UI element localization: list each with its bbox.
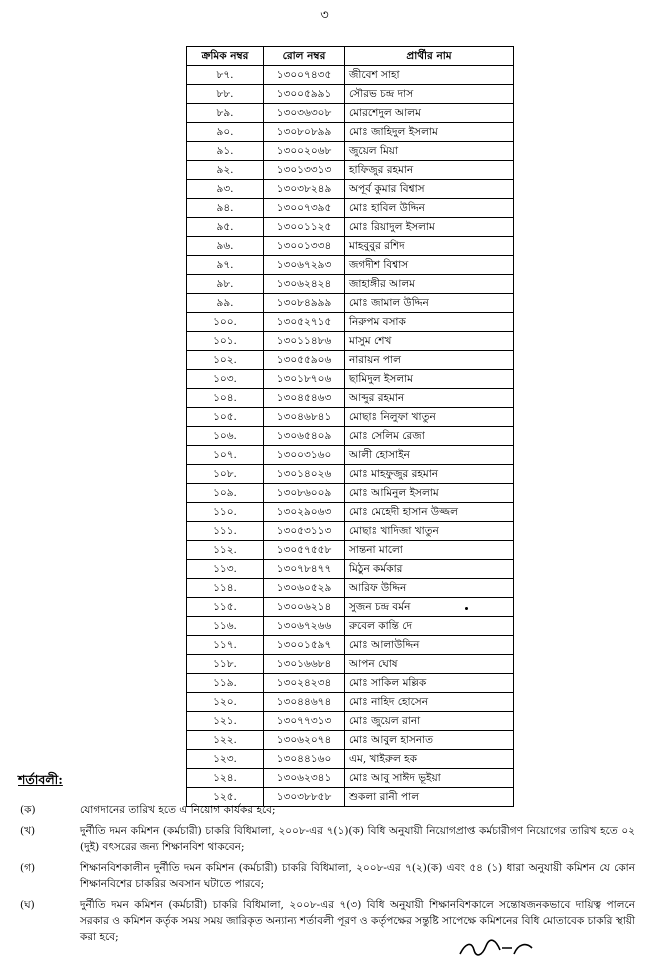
candidate-name-cell: মোছাঃ নিলুফা খাতুন: [345, 408, 514, 427]
candidate-name-cell: রুবেল কান্তি দে: [345, 617, 514, 636]
condition-item: [20, 860, 635, 892]
condition-text: দুর্নীতি দমন কমিশন (কর্মচারী) চাকরি বিধিমালা, ২০০৮-এর ৭(৩) বিধি অনুযায়ী শিক্ষানবিশকালে সন্তোষজনকভাবে দায়িত্ব পালনে সরকার ও কমিশন কর্তৃক সময় সময় জারিকৃত অন্যান্য শর্তাবলী পূরণ ও কর্তৃপক্ষের সন্তুষ্টি সাপেক্ষে কমিশনের বিধি মোতাবেক চাকরি স্থায়ী করা হবে;: [80, 899, 635, 943]
roll-no-cell: ১৩০৩৬৩০৮: [264, 104, 345, 123]
serial-no-cell: ৯২.: [187, 161, 264, 180]
roll-no-cell: ১৩০০১৩৩৪: [264, 237, 345, 256]
serial-no-cell: ৮৭.: [187, 66, 264, 85]
table-row: [187, 351, 514, 370]
serial-no-cell: ১১৪.: [187, 579, 264, 598]
candidate-name-cell: এম, খাইরুল হক: [345, 750, 514, 769]
serial-no-cell: ৯৮.: [187, 275, 264, 294]
roll-no-cell: ১৩০৮৬০০৯: [264, 484, 345, 503]
condition-marker: (ক): [20, 804, 36, 816]
roll-no-cell: ১৩০০৫৯৯১: [264, 85, 345, 104]
table-row: [187, 275, 514, 294]
roll-no-cell: ১৩০০৩১৬০: [264, 446, 345, 465]
table-row: [187, 294, 514, 313]
roll-no-cell: ১৩০৪৪৬৭৪: [264, 693, 345, 712]
candidate-name-cell: জুয়েল মিয়া: [345, 142, 514, 161]
roll-no-cell: ১৩০৬৭২৯৩: [264, 256, 345, 275]
candidate-name-cell: মোঃ জুয়েল রানা: [345, 712, 514, 731]
table-row: [187, 256, 514, 275]
candidate-name-cell: মোঃ রিয়াদুল ইসলাম: [345, 218, 514, 237]
header-roll-no: রোল নম্বর: [264, 47, 345, 66]
serial-no-cell: ১১৭.: [187, 636, 264, 655]
candidate-name-cell: সুজন চন্দ্র বর্মন: [345, 598, 514, 617]
serial-no-cell: ১২৩.: [187, 750, 264, 769]
candidate-name-cell: শুকলা রানী পাল: [345, 788, 514, 807]
candidate-name-cell: মোঃ আমিনুল ইসলাম: [345, 484, 514, 503]
condition-text: যোগদানের তারিখ হতে এ নিয়োগ কার্যকর হবে;: [80, 804, 276, 816]
roll-no-cell: ১৩০০৬২১৪: [264, 598, 345, 617]
serial-no-cell: ১০৫.: [187, 408, 264, 427]
header-serial-no: ক্রমিক নম্বর: [187, 47, 264, 66]
serial-no-cell: ৯৫.: [187, 218, 264, 237]
table-row: [187, 674, 514, 693]
serial-no-cell: ১০২.: [187, 351, 264, 370]
serial-no-cell: ৯৬.: [187, 237, 264, 256]
candidate-name-cell: মোঃ জামাল উদ্দিন: [345, 294, 514, 313]
serial-no-cell: ১২২.: [187, 731, 264, 750]
candidate-name-cell: মোঃ নাহিদ হোসেন: [345, 693, 514, 712]
candidate-name-cell: সান্তনা মালো: [345, 541, 514, 560]
table-row: [187, 636, 514, 655]
roll-no-cell: ১৩০১৪০২৬: [264, 465, 345, 484]
table-row: [187, 218, 514, 237]
roll-no-cell: ১৩০৪৫৪৬৩: [264, 389, 345, 408]
serial-no-cell: ৯০.: [187, 123, 264, 142]
condition-text: শিক্ষানবিশকালীন দুর্নীতি দমন কমিশন (কর্মচারী) চাকরি বিধিমালা, ২০০৮-এর ৭(২)(ক) এবং ৫৪ (১) ধারা অনুযায়ী কমিশন যে কোন শিক্ষানবিশের চাকরির অবসান ঘটাতে পারবে;: [80, 862, 635, 890]
candidate-name-cell: আরিফ উদ্দিন: [345, 579, 514, 598]
header-candidate-name: প্রার্থীর নাম: [345, 47, 514, 66]
table-row: [187, 199, 514, 218]
candidate-name-cell: মিঠুন কর্মকার: [345, 560, 514, 579]
serial-no-cell: ১১৫.: [187, 598, 264, 617]
serial-no-cell: ৯১.: [187, 142, 264, 161]
candidate-name-cell: জগদীশ বিশ্বাস: [345, 256, 514, 275]
serial-no-cell: ৯৭.: [187, 256, 264, 275]
serial-no-cell: ১২৫.: [187, 788, 264, 807]
serial-no-cell: ১২১.: [187, 712, 264, 731]
table-row: [187, 750, 514, 769]
roll-no-cell: ১৩০৫৭৫৫৮: [264, 541, 345, 560]
table-row: [187, 503, 514, 522]
conditions-title: শর্তাবলী:: [18, 772, 63, 787]
roll-no-cell: ১৩০২৯০৬৩: [264, 503, 345, 522]
candidate-name-cell: মোরশেদুল আলম: [345, 104, 514, 123]
condition-text: দুর্নীতি দমন কমিশন (কর্মচারী) চাকরি বিধিমালা, ২০০৮-এর ৭(১)(ক) বিধি অনুযায়ী নিয়োগপ্রাপ্ত কর্মচারীগণ নিয়োগের তারিখ হতে ০২ (দুই) বৎসরের জন্য শিক্ষানবিশ থাকবেন;: [80, 825, 635, 853]
candidate-name-cell: মোঃ আলাউদ্দিন: [345, 636, 514, 655]
table-row: [187, 655, 514, 674]
roll-no-cell: ১৩০৩৮৮৫৮: [264, 788, 345, 807]
condition-item: [20, 823, 635, 855]
candidate-name-cell: মোছাঃ খাদিজা খাতুন: [345, 522, 514, 541]
serial-no-cell: ১১১.: [187, 522, 264, 541]
ink-dot: [465, 607, 468, 610]
condition-item: [20, 802, 635, 818]
roll-no-cell: ১৩০০৭৪৩৫: [264, 66, 345, 85]
roll-no-cell: ১৩০১১৪৮৬: [264, 332, 345, 351]
roll-no-cell: ১৩০১৮৭০৬: [264, 370, 345, 389]
table-row: [187, 731, 514, 750]
table-row: [187, 332, 514, 351]
table-row: [187, 465, 514, 484]
serial-no-cell: ১০১.: [187, 332, 264, 351]
serial-no-cell: ১০৮.: [187, 465, 264, 484]
candidate-name-cell: জাহাঙ্গীর আলম: [345, 275, 514, 294]
table-row: [187, 85, 514, 104]
candidate-name-cell: মোঃ আবু সাঈদ ভূইয়া: [345, 769, 514, 788]
table-row: [187, 541, 514, 560]
serial-no-cell: ৯৯.: [187, 294, 264, 313]
serial-no-cell: ১১২.: [187, 541, 264, 560]
serial-no-cell: ১২৪.: [187, 769, 264, 788]
candidate-name-cell: মোঃ সেলিম রেজা: [345, 427, 514, 446]
serial-no-cell: ১১৮.: [187, 655, 264, 674]
roll-no-cell: ১৩০২৪২৩৪: [264, 674, 345, 693]
candidate-table: [186, 46, 514, 807]
condition-item: [20, 897, 635, 945]
table-row: [187, 579, 514, 598]
roll-no-cell: ১৩০৭৭৩১৩: [264, 712, 345, 731]
table-row: [187, 712, 514, 731]
serial-no-cell: ৯৪.: [187, 199, 264, 218]
serial-no-cell: ৮৯.: [187, 104, 264, 123]
roll-no-cell: ১৩০৮০৮৯৯: [264, 123, 345, 142]
roll-no-cell: ১৩০০৭৩৯৫: [264, 199, 345, 218]
candidate-name-cell: মোঃ হাবিল উদ্দিন: [345, 199, 514, 218]
serial-no-cell: ১০৭.: [187, 446, 264, 465]
table-row: [187, 104, 514, 123]
table-row: [187, 693, 514, 712]
table-header-row: [187, 47, 514, 66]
candidate-name-cell: হাফিজুর রহমান: [345, 161, 514, 180]
serial-no-cell: ১০৩.: [187, 370, 264, 389]
roll-no-cell: ১৩০৪৬৮৪১: [264, 408, 345, 427]
candidate-name-cell: জীবেশ সাহা: [345, 66, 514, 85]
conditions-list: [20, 802, 635, 950]
table-row: [187, 427, 514, 446]
roll-no-cell: ১৩০৮৪৯৯৯: [264, 294, 345, 313]
roll-no-cell: ১৩০১৩৩১৩: [264, 161, 345, 180]
table-row: [187, 313, 514, 332]
page-number: ৩: [320, 8, 329, 23]
serial-no-cell: ৯৩.: [187, 180, 264, 199]
table-row: [187, 769, 514, 788]
candidate-name-cell: আপন ঘোষ: [345, 655, 514, 674]
roll-no-cell: ১৩০৬২০৭৪: [264, 731, 345, 750]
table-row: [187, 180, 514, 199]
candidate-name-cell: সৌরভ চন্দ্র দাস: [345, 85, 514, 104]
serial-no-cell: ১০৬.: [187, 427, 264, 446]
candidate-name-cell: আলী হোসাইন: [345, 446, 514, 465]
table-row: [187, 446, 514, 465]
roll-no-cell: ১৩০৩৮২৪৯: [264, 180, 345, 199]
roll-no-cell: ১৩০৫৩১১৩: [264, 522, 345, 541]
table-row: [187, 370, 514, 389]
roll-no-cell: ১৩০৬০৫২৯: [264, 579, 345, 598]
candidate-name-cell: মোঃ মেহেদী হাসান উজ্জল: [345, 503, 514, 522]
serial-no-cell: ১১৯.: [187, 674, 264, 693]
roll-no-cell: ১৩০০১১২৫: [264, 218, 345, 237]
candidate-name-cell: অপূর্ব কুমার বিশ্বাস: [345, 180, 514, 199]
candidate-name-cell: ছামিদুল ইসলাম: [345, 370, 514, 389]
candidate-name-cell: মাহবুবুর রশিদ: [345, 237, 514, 256]
roll-no-cell: ১৩০৬৫৪০৯: [264, 427, 345, 446]
roll-no-cell: ১৩০৬২৪২৪: [264, 275, 345, 294]
roll-no-cell: ১৩০৬২৩৪১: [264, 769, 345, 788]
candidate-name-cell: মোঃ আবুল হাসনাত: [345, 731, 514, 750]
roll-no-cell: ১৩০০২০৬৮: [264, 142, 345, 161]
candidate-name-cell: মোঃ সাকিল মল্লিক: [345, 674, 514, 693]
condition-marker: (খ): [20, 825, 36, 837]
table-row: [187, 237, 514, 256]
table-row: [187, 142, 514, 161]
table-row: [187, 161, 514, 180]
serial-no-cell: ১১৬.: [187, 617, 264, 636]
table-row: [187, 560, 514, 579]
serial-no-cell: ১০৪.: [187, 389, 264, 408]
roll-no-cell: ১৩০৫২৭১৫: [264, 313, 345, 332]
serial-no-cell: ৮৮.: [187, 85, 264, 104]
condition-marker: (ঘ): [20, 899, 35, 911]
table-row: [187, 617, 514, 636]
condition-marker: (গ): [20, 862, 36, 874]
candidate-name-cell: মাসুম শেখ: [345, 332, 514, 351]
roll-no-cell: ১৩০৪৪১৬০: [264, 750, 345, 769]
serial-no-cell: ১০০.: [187, 313, 264, 332]
serial-no-cell: ১০৯.: [187, 484, 264, 503]
candidate-name-cell: নারায়ন পাল: [345, 351, 514, 370]
serial-no-cell: ১১৩.: [187, 560, 264, 579]
roll-no-cell: ১৩০৭৮৪৭৭: [264, 560, 345, 579]
candidate-name-cell: মোঃ মাহফুজুর রহমান: [345, 465, 514, 484]
roll-no-cell: ১৩০১৬৬৮৪: [264, 655, 345, 674]
serial-no-cell: ১১০.: [187, 503, 264, 522]
serial-no-cell: ১২০.: [187, 693, 264, 712]
signature: [456, 936, 536, 960]
table-row: [187, 522, 514, 541]
candidate-name-cell: নিরুপম বসাক: [345, 313, 514, 332]
roll-no-cell: ১৩০৫৫৯০৬: [264, 351, 345, 370]
table-row: [187, 408, 514, 427]
roll-no-cell: ১৩০৬৭২৬৬: [264, 617, 345, 636]
roll-no-cell: ১৩০০১৫৯৭: [264, 636, 345, 655]
table-row: [187, 389, 514, 408]
candidate-name-cell: আব্দুর রহমান: [345, 389, 514, 408]
table-row: [187, 123, 514, 142]
table-row: [187, 66, 514, 85]
candidate-name-cell: মোঃ জাহিদুল ইসলাম: [345, 123, 514, 142]
table-row: [187, 484, 514, 503]
